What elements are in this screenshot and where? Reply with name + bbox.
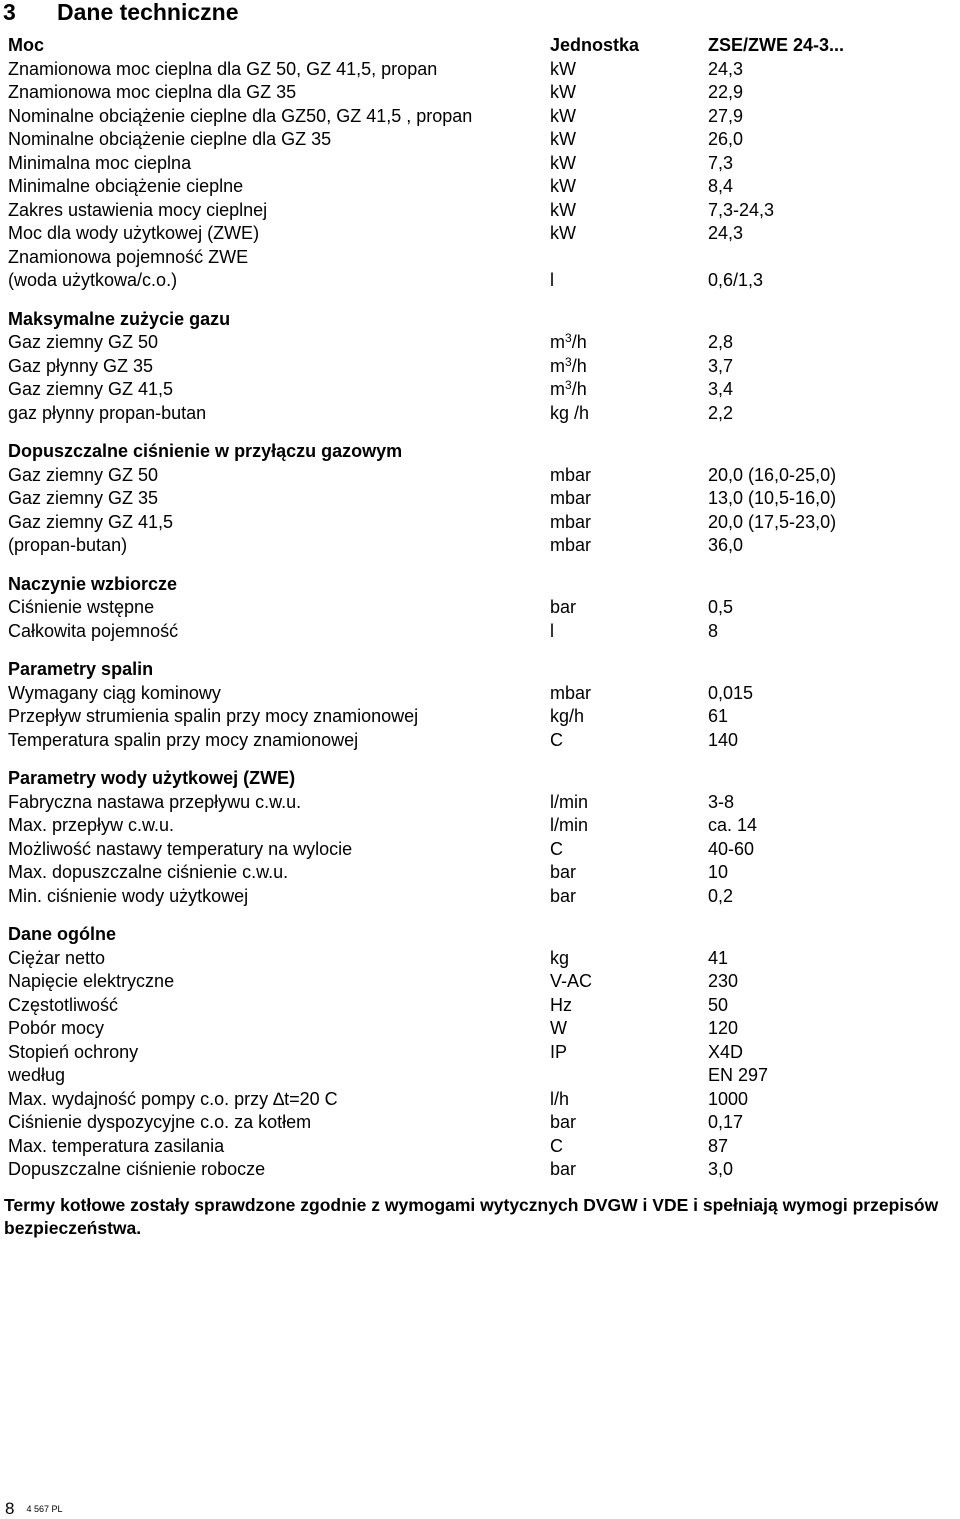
sections-container: [8, 440, 948, 1182]
row-value: 120: [708, 1018, 739, 1038]
table-row: [8, 105, 948, 129]
certification-note: Termy kotłowe zostały sprawdzone zgodnie z wymogami wytycznych DVGW i VDE i spełniają wymogi przepisów bezpieczeństwa.: [4, 1195, 939, 1238]
header-label: Moc: [8, 35, 44, 55]
table-row: [8, 1088, 948, 1112]
table-row: [8, 861, 948, 885]
row-label: Min. ciśnienie wody użytkowej: [8, 885, 249, 906]
page-footer: [5, 1499, 63, 1519]
row-value: 0,5: [708, 597, 734, 617]
row-unit: kW: [550, 58, 576, 79]
table-header-row: [8, 34, 948, 58]
row-unit: mbar: [550, 535, 592, 555]
section-title: Dane techniczne: [57, 0, 239, 25]
row-value: 27,9: [708, 105, 744, 126]
row-label: Znamionowa pojemność ZWE: [8, 246, 249, 267]
row-value: 24,3: [708, 58, 744, 79]
row-label: Znamionowa moc cieplna dla GZ 35: [8, 82, 297, 102]
table-row: [8, 511, 948, 535]
table-row: [8, 1064, 948, 1088]
row-label: Ciężar netto: [8, 947, 106, 968]
row-label: Ciśnienie dyspozycyjne c.o. za kotłem: [8, 1112, 312, 1132]
table-row: [8, 152, 948, 176]
row-value: 0,6/1,3: [708, 270, 764, 290]
section-heading: [3, 0, 239, 26]
unit-base: m: [550, 379, 565, 399]
table-row: [8, 705, 948, 729]
row-value: EN 297: [708, 1065, 769, 1085]
row-label: Całkowita pojemność: [8, 620, 179, 641]
row-label: (propan-butan): [8, 535, 128, 555]
row-unit: kW: [550, 152, 576, 173]
row-unit: C: [550, 838, 563, 859]
unit-base: m: [550, 332, 565, 352]
row-value: 0,2: [708, 885, 734, 906]
table-row: [8, 596, 948, 620]
row-unit: C: [550, 1135, 563, 1156]
row-label: Temperatura spalin przy mocy znamionowej: [8, 729, 359, 750]
row-label: Max. wydajność pompy c.o. przy ∆t=20 C: [8, 1088, 338, 1109]
row-unit: l/min: [550, 815, 589, 835]
row-unit: kW: [550, 105, 576, 126]
row-value: 87: [708, 1135, 729, 1156]
row-label: Max. dopuszczalne ciśnienie c.w.u.: [8, 862, 289, 882]
table-row: [8, 947, 948, 971]
table-row: [8, 128, 948, 152]
table-row: [8, 355, 948, 379]
table-row: [8, 246, 948, 270]
row-unit: Hz: [550, 994, 572, 1015]
table-row: [8, 1158, 948, 1182]
table-row: [8, 994, 948, 1018]
row-label: Stopień ochrony: [8, 1041, 139, 1062]
row-unit: [550, 331, 587, 355]
row-unit: l/h: [550, 1088, 570, 1109]
row-unit: [550, 378, 587, 402]
table-row: [8, 464, 948, 488]
row-label: Napięcie elektryczne: [8, 971, 175, 991]
table-row: [8, 885, 948, 909]
section-title-row: [8, 658, 948, 682]
row-label: Możliwość nastawy temperatury na wylocie: [8, 838, 353, 859]
row-value: 3,4: [708, 379, 734, 399]
row-value: 7,3-24,3: [708, 199, 775, 220]
row-value: 0,015: [708, 682, 754, 703]
row-unit: mbar: [550, 488, 592, 508]
section-label: Parametry spalin: [8, 659, 154, 679]
row-label: Minimalne obciążenie cieplne: [8, 176, 244, 196]
row-label: Zakres ustawienia mocy cieplnej: [8, 199, 268, 220]
row-value: 230: [708, 971, 739, 991]
row-unit: kg /h: [550, 402, 590, 423]
unit-exponent: 3: [565, 331, 572, 345]
row-label: Wymagany ciąg kominowy: [8, 682, 221, 703]
row-value: 1000: [708, 1088, 749, 1109]
section-title-row: [8, 573, 948, 597]
table-row: [8, 175, 948, 199]
row-unit: bar: [550, 597, 577, 617]
unit-base: m: [550, 355, 565, 376]
page-number: 8: [5, 1499, 15, 1518]
row-unit: bar: [550, 862, 577, 882]
row-value: 3,0: [708, 1159, 734, 1179]
table-row: [8, 814, 948, 838]
row-label: Ciśnienie wstępne: [8, 597, 155, 617]
table-row: [8, 1135, 948, 1159]
row-unit: l/min: [550, 791, 589, 812]
row-label: Gaz ziemny GZ 50: [8, 332, 159, 352]
section-title-gas-consumption: [8, 308, 948, 332]
row-unit: kW: [550, 223, 576, 243]
section-label: Naczynie wzbiorcze: [8, 573, 178, 594]
row-value: 8,4: [708, 176, 734, 196]
table-row: [8, 378, 948, 402]
table-row: [8, 838, 948, 862]
row-label: Max. przepływ c.w.u.: [8, 815, 175, 835]
row-value: 2,2: [708, 402, 734, 423]
table-row: [8, 620, 948, 644]
row-label: Nominalne obciążenie cieplne dla GZ50, GZ 41,5 , propan: [8, 105, 473, 126]
section-label: Maksymalne zużycie gazu: [8, 308, 231, 329]
row-value: 10: [708, 862, 729, 882]
row-value: 20,0 (17,5-23,0): [708, 511, 837, 532]
row-unit: mbar: [550, 682, 592, 703]
row-label: Fabryczna nastawa przepływu c.w.u.: [8, 791, 302, 812]
row-label: Gaz ziemny GZ 35: [8, 488, 159, 508]
table-row: [8, 402, 948, 426]
row-label: Gaz ziemny GZ 41,5: [8, 511, 174, 532]
row-unit: bar: [550, 1159, 577, 1179]
row-value: 3,7: [708, 355, 734, 376]
unit-exponent: 3: [565, 354, 572, 369]
row-label: Częstotliwość: [8, 994, 119, 1015]
row-value: 40-60: [708, 838, 755, 859]
row-value: 26,0: [708, 129, 744, 149]
table-row: [8, 222, 948, 246]
row-unit: C: [550, 729, 563, 750]
row-value: 2,8: [708, 332, 734, 352]
row-value: 41: [708, 947, 729, 968]
row-label: gaz płynny propan-butan: [8, 402, 207, 423]
header-unit: Jednostka: [550, 35, 640, 55]
unit-suffix: /h: [571, 332, 587, 352]
unit-suffix: /h: [571, 355, 587, 376]
section-label: Dopuszczalne ciśnienie w przyłączu gazowym: [8, 441, 403, 461]
table-row: [8, 331, 948, 355]
row-unit: kg: [550, 947, 570, 968]
row-unit: mbar: [550, 511, 592, 532]
section-label: Dane ogólne: [8, 924, 117, 944]
table-row: [8, 487, 948, 511]
row-value: 61: [708, 706, 729, 726]
row-label: Gaz ziemny GZ 41,5: [8, 379, 174, 399]
section-title-row: [8, 767, 948, 791]
row-value: 20,0 (16,0-25,0): [708, 464, 837, 485]
unit-exponent: 3: [565, 378, 572, 392]
row-unit: mbar: [550, 464, 592, 485]
row-label: Moc dla wody użytkowej (ZWE): [8, 223, 260, 243]
section-title-row: [8, 923, 948, 947]
document-code: 4 567 PL: [26, 1504, 63, 1514]
row-unit: kW: [550, 129, 576, 149]
table-row: [8, 269, 948, 293]
row-unit: l: [550, 270, 554, 290]
table-row: [8, 1111, 948, 1135]
row-label: Minimalna moc cieplna: [8, 152, 192, 173]
row-unit: kW: [550, 176, 576, 196]
section-label: Parametry wody użytkowej (ZWE): [8, 768, 296, 788]
spec-table: [8, 34, 948, 1182]
row-value: 0,17: [708, 1112, 744, 1132]
header-value: ZSE/ZWE 24-3...: [708, 35, 845, 55]
table-row: [8, 1017, 948, 1041]
section-number: 3: [3, 0, 16, 25]
row-label: (woda użytkowa/c.o.): [8, 270, 178, 290]
row-unit: kW: [550, 199, 576, 220]
row-label: Max. temperatura zasilania: [8, 1135, 225, 1156]
row-unit: W: [550, 1018, 567, 1038]
row-label: według: [8, 1065, 66, 1085]
row-label: Gaz ziemny GZ 50: [8, 464, 159, 485]
row-value: 140: [708, 729, 739, 750]
row-unit: V-AC: [550, 971, 593, 991]
row-value: 50: [708, 994, 729, 1015]
row-label: Pobór mocy: [8, 1018, 105, 1038]
row-label: Dopuszczalne ciśnienie robocze: [8, 1159, 266, 1179]
row-value: 13,0 (10,5-16,0): [708, 488, 837, 508]
row-label: Przepływ strumienia spalin przy mocy znamionowej: [8, 706, 419, 726]
row-unit: l: [550, 620, 554, 641]
table-row: [8, 58, 948, 82]
table-row: [8, 970, 948, 994]
row-value: 36,0: [708, 535, 744, 555]
unit-suffix: /h: [571, 379, 587, 399]
row-unit: [550, 355, 587, 379]
row-unit: bar: [550, 885, 577, 906]
row-unit: kW: [550, 82, 576, 102]
row-unit: IP: [550, 1041, 568, 1062]
row-value: 8: [708, 620, 719, 641]
row-value: 22,9: [708, 82, 744, 102]
row-label: Nominalne obciążenie cieplne dla GZ 35: [8, 129, 332, 149]
row-unit: kg/h: [550, 706, 585, 726]
table-row: [8, 1041, 948, 1065]
table-row: [8, 729, 948, 753]
row-unit: bar: [550, 1112, 577, 1132]
row-value: X4D: [708, 1041, 744, 1062]
row-value: 7,3: [708, 152, 734, 173]
table-row: [8, 791, 948, 815]
table-row: [8, 534, 948, 558]
section-title-row: [8, 440, 948, 464]
row-value: 24,3: [708, 223, 744, 243]
row-label: Gaz płynny GZ 35: [8, 355, 154, 376]
row-label: Znamionowa moc cieplna dla GZ 50, GZ 41,5, propan: [8, 58, 438, 79]
row-value: ca. 14: [708, 815, 758, 835]
table-row: [8, 199, 948, 223]
table-row: [8, 81, 948, 105]
table-row: [8, 682, 948, 706]
row-value: 3-8: [708, 791, 735, 812]
